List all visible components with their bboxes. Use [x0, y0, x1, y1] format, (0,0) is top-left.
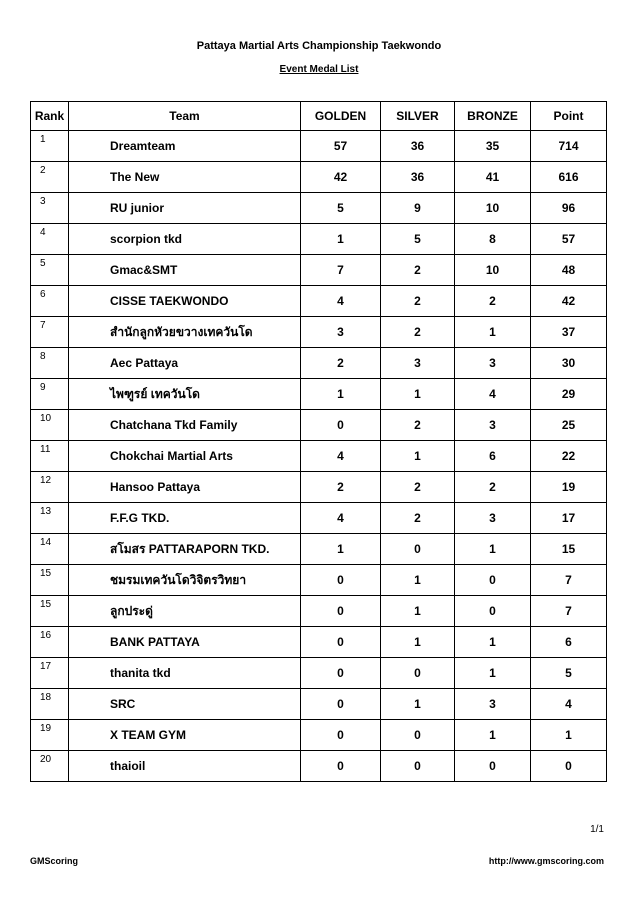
cell-rank: 14 — [31, 534, 69, 565]
cell-rank: 20 — [31, 751, 69, 782]
cell-point: 1 — [531, 720, 607, 751]
cell-silver: 2 — [381, 503, 455, 534]
cell-rank: 6 — [31, 286, 69, 317]
cell-rank: 15 — [31, 596, 69, 627]
cell-point: 42 — [531, 286, 607, 317]
cell-rank: 5 — [31, 255, 69, 286]
page-number: 1/1 — [590, 824, 604, 835]
cell-rank: 3 — [31, 193, 69, 224]
table-header-row — [31, 102, 607, 131]
cell-bronze: 1 — [455, 627, 531, 658]
cell-team: X TEAM GYM — [69, 720, 301, 751]
cell-rank: 2 — [31, 162, 69, 193]
cell-rank: 1 — [31, 131, 69, 162]
cell-silver: 5 — [381, 224, 455, 255]
cell-bronze: 10 — [455, 255, 531, 286]
cell-bronze: 4 — [455, 379, 531, 410]
cell-point: 15 — [531, 534, 607, 565]
cell-team: ไพฑูรย์ เทควันโด — [69, 379, 301, 410]
cell-golden: 7 — [301, 255, 381, 286]
cell-bronze: 3 — [455, 348, 531, 379]
cell-team: Dreamteam — [69, 131, 301, 162]
cell-point: 57 — [531, 224, 607, 255]
cell-silver: 3 — [381, 348, 455, 379]
cell-golden: 1 — [301, 534, 381, 565]
cell-rank: 9 — [31, 379, 69, 410]
cell-team: Aec Pattaya — [69, 348, 301, 379]
cell-rank: 10 — [31, 410, 69, 441]
cell-point: 29 — [531, 379, 607, 410]
cell-bronze: 8 — [455, 224, 531, 255]
cell-rank: 4 — [31, 224, 69, 255]
cell-team: สำนักลูกหัวยขวางเทควันโด — [69, 317, 301, 348]
cell-silver: 1 — [381, 627, 455, 658]
cell-team: RU junior — [69, 193, 301, 224]
cell-silver: 0 — [381, 720, 455, 751]
cell-bronze: 1 — [455, 317, 531, 348]
cell-team: SRC — [69, 689, 301, 720]
cell-silver: 2 — [381, 286, 455, 317]
cell-point: 96 — [531, 193, 607, 224]
table-row — [31, 627, 607, 658]
cell-point: 616 — [531, 162, 607, 193]
cell-golden: 0 — [301, 751, 381, 782]
cell-bronze: 3 — [455, 410, 531, 441]
cell-bronze: 1 — [455, 720, 531, 751]
cell-point: 7 — [531, 565, 607, 596]
cell-golden: 0 — [301, 689, 381, 720]
cell-point: 19 — [531, 472, 607, 503]
footer-brand: GMScoring — [30, 856, 79, 866]
cell-point: 714 — [531, 131, 607, 162]
table-row — [31, 565, 607, 596]
cell-rank: 18 — [31, 689, 69, 720]
cell-bronze: 35 — [455, 131, 531, 162]
cell-bronze: 3 — [455, 503, 531, 534]
document-title: Pattaya Martial Arts Championship Taekwondo — [196, 40, 442, 52]
table-row — [31, 255, 607, 286]
cell-golden: 0 — [301, 658, 381, 689]
cell-golden: 2 — [301, 472, 381, 503]
cell-silver: 0 — [381, 534, 455, 565]
cell-silver: 9 — [381, 193, 455, 224]
cell-silver: 0 — [381, 751, 455, 782]
cell-bronze: 1 — [455, 658, 531, 689]
cell-team: F.F.G TKD. — [69, 503, 301, 534]
header-golden: GOLDEN — [301, 102, 381, 131]
cell-rank: 15 — [31, 565, 69, 596]
table-row — [31, 162, 607, 193]
cell-point: 22 — [531, 441, 607, 472]
cell-rank: 19 — [31, 720, 69, 751]
table-row — [31, 720, 607, 751]
cell-golden: 1 — [301, 379, 381, 410]
cell-bronze: 0 — [455, 596, 531, 627]
cell-silver: 2 — [381, 472, 455, 503]
cell-point: 17 — [531, 503, 607, 534]
cell-bronze: 6 — [455, 441, 531, 472]
cell-point: 4 — [531, 689, 607, 720]
cell-golden: 0 — [301, 565, 381, 596]
table-row — [31, 224, 607, 255]
table-row — [31, 658, 607, 689]
cell-golden: 4 — [301, 286, 381, 317]
cell-team: Hansoo Pattaya — [69, 472, 301, 503]
footer-url: http://www.gmscoring.com — [488, 856, 604, 866]
cell-point: 5 — [531, 658, 607, 689]
document-subtitle — [0, 64, 638, 75]
cell-golden: 0 — [301, 596, 381, 627]
cell-point: 0 — [531, 751, 607, 782]
cell-team: thanita tkd — [69, 658, 301, 689]
cell-point: 37 — [531, 317, 607, 348]
cell-team: ชมรมเทควันโดวิจิตรวิทยา — [69, 565, 301, 596]
cell-bronze: 3 — [455, 689, 531, 720]
cell-silver: 1 — [381, 565, 455, 596]
cell-team: ลูกประดู่ — [69, 596, 301, 627]
table-row — [31, 286, 607, 317]
cell-silver: 2 — [381, 255, 455, 286]
subtitle-text: Event Medal List — [279, 64, 359, 75]
cell-point: 25 — [531, 410, 607, 441]
cell-golden: 42 — [301, 162, 381, 193]
cell-golden: 0 — [301, 720, 381, 751]
table-row — [31, 596, 607, 627]
cell-golden: 1 — [301, 224, 381, 255]
medal-table — [30, 101, 607, 782]
cell-team: scorpion tkd — [69, 224, 301, 255]
table-body — [31, 131, 607, 782]
cell-rank: 11 — [31, 441, 69, 472]
cell-silver: 1 — [381, 441, 455, 472]
cell-golden: 2 — [301, 348, 381, 379]
cell-rank: 16 — [31, 627, 69, 658]
header-rank: Rank — [31, 102, 69, 131]
table-row — [31, 534, 607, 565]
table-row — [31, 441, 607, 472]
cell-team: The New — [69, 162, 301, 193]
cell-silver: 2 — [381, 410, 455, 441]
cell-team: สโมสร PATTARAPORN TKD. — [69, 534, 301, 565]
cell-team: Chokchai Martial Arts — [69, 441, 301, 472]
table-row — [31, 689, 607, 720]
cell-bronze: 0 — [455, 565, 531, 596]
table-row — [31, 193, 607, 224]
cell-silver: 1 — [381, 596, 455, 627]
cell-rank: 13 — [31, 503, 69, 534]
cell-rank: 7 — [31, 317, 69, 348]
cell-silver: 36 — [381, 131, 455, 162]
cell-silver: 0 — [381, 658, 455, 689]
table-row — [31, 751, 607, 782]
table-row — [31, 410, 607, 441]
table-row — [31, 379, 607, 410]
cell-golden: 0 — [301, 410, 381, 441]
cell-bronze: 2 — [455, 472, 531, 503]
cell-golden: 4 — [301, 503, 381, 534]
cell-bronze: 0 — [455, 751, 531, 782]
cell-bronze: 2 — [455, 286, 531, 317]
header-bronze: BRONZE — [455, 102, 531, 131]
cell-rank: 12 — [31, 472, 69, 503]
cell-rank: 8 — [31, 348, 69, 379]
cell-bronze: 1 — [455, 534, 531, 565]
cell-silver: 1 — [381, 379, 455, 410]
header-team: Team — [69, 102, 301, 131]
cell-bronze: 41 — [455, 162, 531, 193]
header-silver: SILVER — [381, 102, 455, 131]
cell-golden: 57 — [301, 131, 381, 162]
table-row — [31, 348, 607, 379]
cell-point: 48 — [531, 255, 607, 286]
cell-silver: 1 — [381, 689, 455, 720]
cell-golden: 5 — [301, 193, 381, 224]
cell-team: CISSE TAEKWONDO — [69, 286, 301, 317]
cell-golden: 4 — [301, 441, 381, 472]
table-row — [31, 317, 607, 348]
cell-rank: 17 — [31, 658, 69, 689]
cell-point: 7 — [531, 596, 607, 627]
cell-golden: 0 — [301, 627, 381, 658]
cell-point: 6 — [531, 627, 607, 658]
table-row — [31, 131, 607, 162]
header-point: Point — [531, 102, 607, 131]
cell-golden: 3 — [301, 317, 381, 348]
cell-silver: 2 — [381, 317, 455, 348]
cell-team: Gmac&SMT — [69, 255, 301, 286]
table-row — [31, 503, 607, 534]
cell-team: thaioil — [69, 751, 301, 782]
table-row — [31, 472, 607, 503]
cell-team: Chatchana Tkd Family — [69, 410, 301, 441]
cell-team: BANK PATTAYA — [69, 627, 301, 658]
cell-silver: 36 — [381, 162, 455, 193]
cell-point: 30 — [531, 348, 607, 379]
cell-bronze: 10 — [455, 193, 531, 224]
